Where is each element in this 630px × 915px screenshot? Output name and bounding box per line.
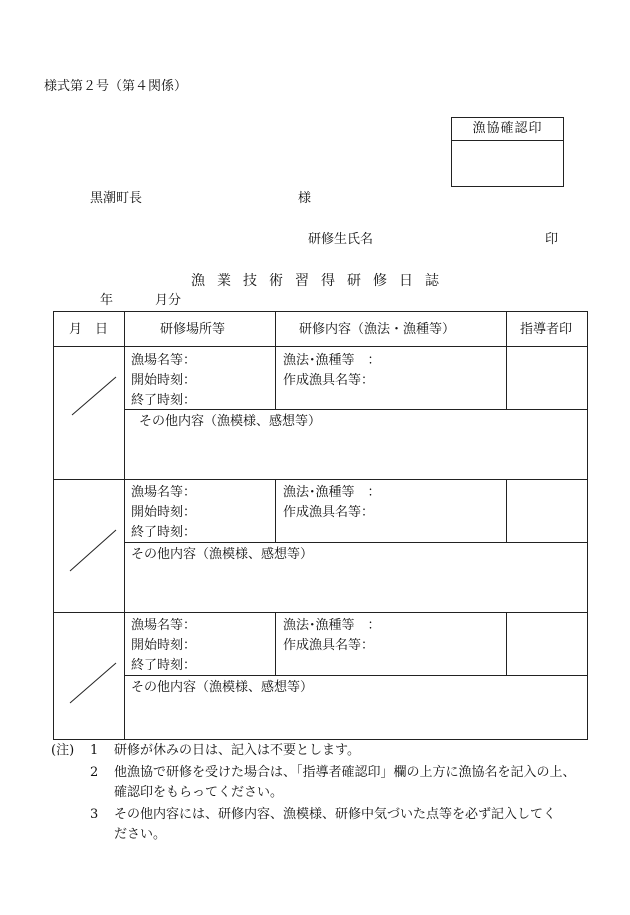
fishing-method-label: 漁法･漁種等 ： — [283, 353, 381, 368]
form-number: 様式第２号（第４関係） — [44, 79, 188, 94]
entry-separator — [54, 612, 587, 613]
other-content-label: その他内容（漁模様、感想等） — [131, 680, 314, 695]
gear-name-label: 作成漁具名等： — [283, 373, 375, 388]
gear-name-label: 作成漁具名等： — [283, 505, 375, 520]
start-time-label: 開始時刻： — [131, 505, 197, 520]
end-time-label: 終了時刻： — [131, 393, 197, 408]
note-number: 2 — [90, 765, 99, 780]
year-label: 年 — [100, 293, 114, 308]
note-text: 他漁協で研修を受けた場合は、「指導者確認印」欄の上方に漁協名を記入の上、 — [114, 765, 576, 780]
fishery-coop-stamp-box — [451, 117, 564, 187]
header-content: 研修内容（漁法・漁種等） — [299, 322, 456, 337]
entry-divider — [506, 347, 507, 409]
header-date: 月 日 — [69, 322, 109, 337]
header-place: 研修場所等 — [160, 322, 226, 337]
notes-label: (注) — [51, 743, 75, 758]
entry-divider — [506, 480, 507, 542]
fishing-ground-label: 漁場名等： — [131, 485, 197, 500]
start-time-label: 開始時刻： — [131, 373, 197, 388]
header-divider — [54, 346, 587, 347]
entry-divider — [506, 613, 507, 675]
entry-divider — [275, 347, 276, 409]
stamp-box-label: 漁協確認印 — [452, 118, 563, 141]
seal-mark: 印 — [545, 232, 559, 247]
end-time-label: 終了時刻： — [131, 525, 197, 540]
page-title: 漁業技術習得研修日誌 — [191, 273, 451, 289]
gear-name-label: 作成漁具名等： — [283, 638, 375, 653]
other-content-label: その他内容（漁模様、感想等） — [139, 414, 322, 429]
note-text: 確認印をもらってください。 — [114, 785, 284, 800]
column-divider — [275, 312, 276, 346]
fishing-method-label: 漁法･漁種等 ： — [283, 485, 381, 500]
entry-divider — [124, 409, 587, 410]
other-content-label: その他内容（漁模様、感想等） — [131, 547, 314, 562]
fishing-ground-label: 漁場名等： — [131, 353, 197, 368]
note-text: 研修が休みの日は、記入は不要とします。 — [114, 743, 360, 758]
entry-divider — [124, 542, 587, 543]
training-log-table — [53, 311, 588, 740]
end-time-label: 終了時刻： — [131, 658, 197, 673]
note-text: ださい。 — [114, 827, 167, 842]
addressee: 黒潮町長 — [90, 191, 143, 206]
date-slash — [54, 613, 124, 739]
date-slash — [54, 347, 124, 479]
trainee-name-label: 研修生氏名 — [308, 232, 374, 247]
entry-divider — [275, 480, 276, 542]
entry-divider — [275, 613, 276, 675]
note-number: 1 — [90, 743, 99, 758]
fishing-ground-label: 漁場名等： — [131, 618, 197, 633]
honorific: 様 — [298, 191, 312, 206]
start-time-label: 開始時刻： — [131, 638, 197, 653]
note-number: 3 — [90, 807, 99, 822]
month-label: 月分 — [155, 293, 182, 308]
entry-separator — [54, 479, 587, 480]
date-slash — [54, 480, 124, 612]
fishing-method-label: 漁法･漁種等 ： — [283, 618, 381, 633]
note-text: その他内容には、研修内容、漁模様、研修中気づいた点等を必ず記入してく — [114, 807, 557, 822]
header-instructor: 指導者印 — [520, 322, 573, 337]
column-divider — [506, 312, 507, 346]
entry-divider — [124, 675, 587, 676]
